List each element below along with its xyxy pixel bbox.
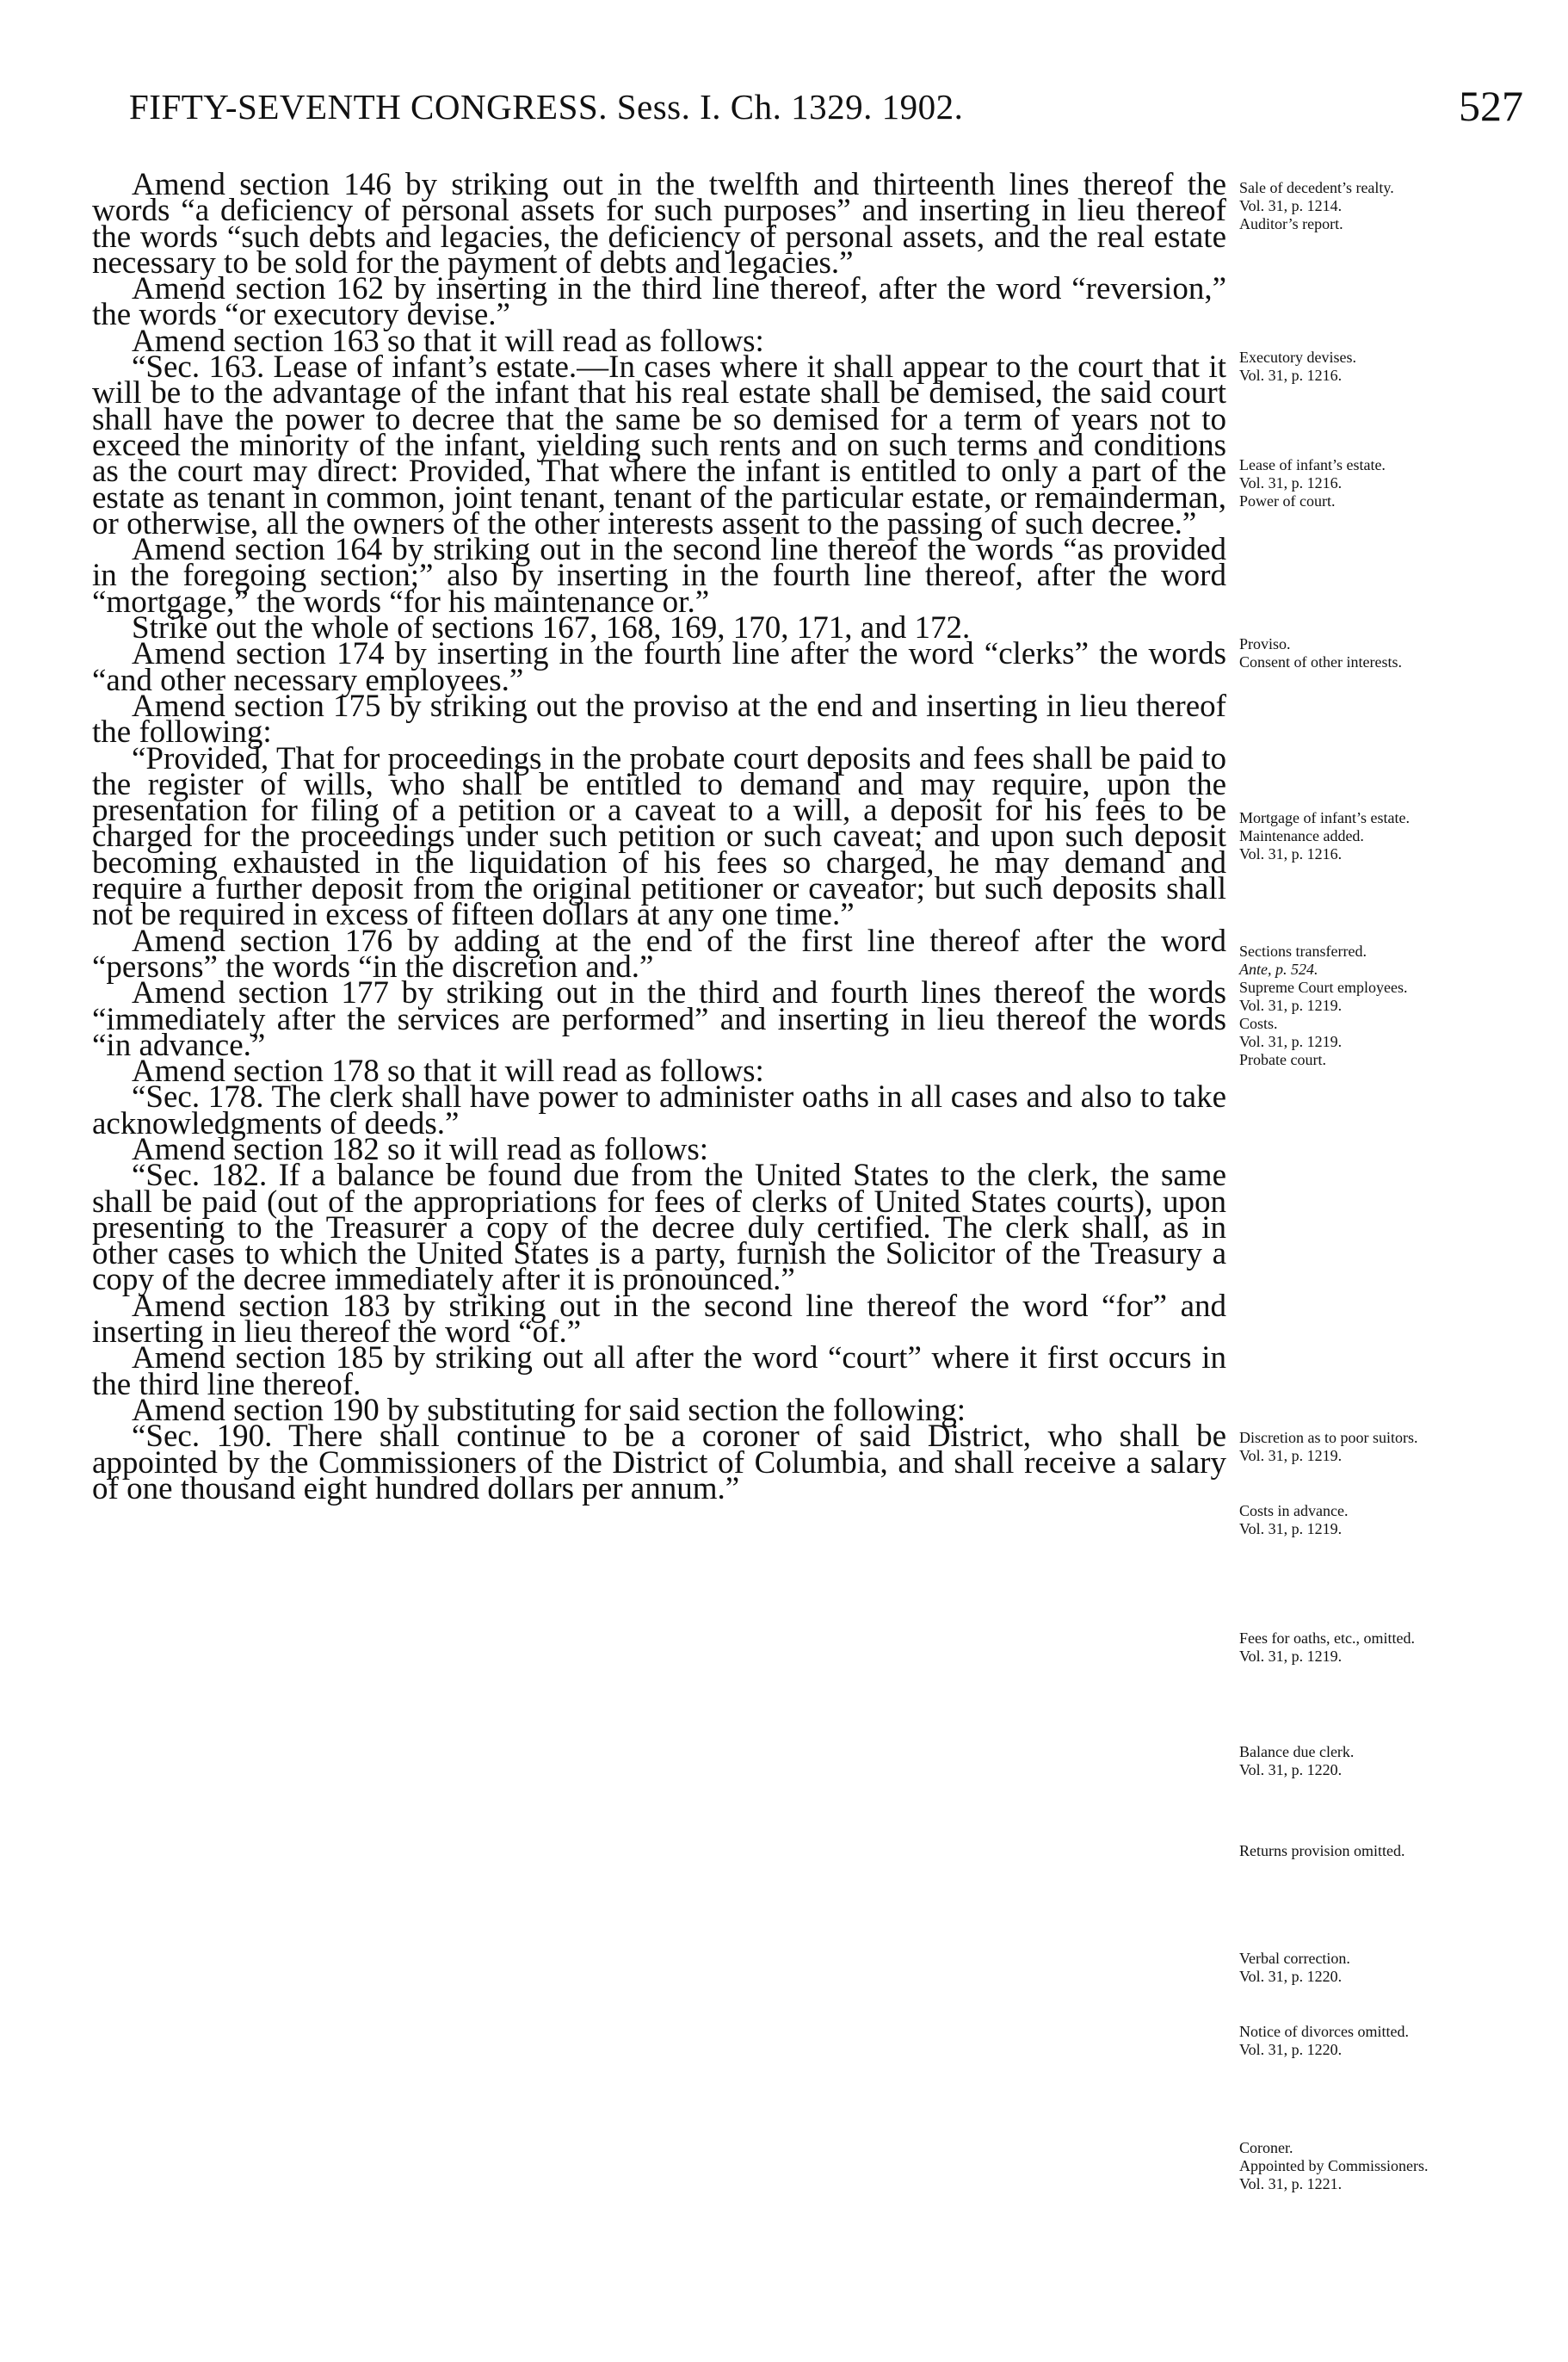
page-number: 527 (1459, 82, 1523, 130)
margin-note (1239, 943, 1547, 1069)
margin-note-title: Sale of decedent’s realty. (1239, 179, 1394, 196)
margin-note-title: Notice of divorces omitted. (1239, 2023, 1409, 2040)
margin-note-ref: Vol. 31, p. 1219. (1239, 1648, 1343, 1665)
margin-note (1239, 1429, 1547, 1465)
margin-note-title: Fees for oaths, etc., omitted. (1239, 1629, 1415, 1647)
margin-note-ref: Vol. 31, p. 1221. (1239, 2175, 1343, 2192)
paragraph-18: Amend section 190 by substituting for said section the following: (132, 1392, 966, 1428)
margin-note-title: Verbal correction. (1239, 1950, 1350, 1967)
margin-note-title: Sections transferred. (1239, 943, 1367, 960)
paragraph-17: Amend section 185 by striking out all after the word “court” where it first occurs in the third line thereof. (92, 1340, 1226, 1402)
margin-note-title: Executory devises. (1239, 349, 1356, 366)
margin-note-ref: Vol. 31, p. 1219. (1239, 1520, 1343, 1537)
margin-note (1239, 1743, 1547, 1779)
margin-note-ref: Vol. 31, p. 1216. (1239, 845, 1343, 863)
margin-note-ref: Vol. 31, p. 1216. (1239, 367, 1343, 384)
paragraph-13: “Sec. 178. The clerk shall have power to administer oaths in all cases and also to take acknowledgments of deeds.” (92, 1079, 1226, 1141)
margin-note-ref: Vol. 31, p. 1220. (1239, 1761, 1343, 1778)
paragraph-14: Amend section 182 so it will read as follows: (132, 1131, 709, 1167)
paragraph-9: “Provided, That for proceedings in the probate court deposits and fees shall be paid to the register of wills, who shall be entitled to demand and may require, upon the presentation for filing of a petition or a caveat to a will, a deposit for his fees to be charged for the proceedings under such petition or such caveat; and upon such deposit becoming exhausted in the liquidation of his fees so charged, he may demand and require a further deposit from the original petitioner or caveator; but such deposits shall not be required in excess of fifteen dollars at any one time.” (92, 740, 1226, 933)
margin-note-ref: Probate court. (1239, 1051, 1326, 1068)
paragraph-11: Amend section 177 by striking out in the third and fourth lines thereof the words “immediately after the services are performed” and inserting in lieu thereof the words “in advance.” (92, 975, 1226, 1063)
margin-note (1239, 2023, 1547, 2059)
running-head: FIFTY-SEVENTH CONGRESS. Sess. I. Ch. 1329. 1902. (129, 87, 964, 127)
margin-note-ref: Consent of other interests. (1239, 653, 1402, 671)
margin-note-ref: Maintenance added. (1239, 827, 1364, 844)
margin-note-ref: Auditor’s report. (1239, 215, 1343, 232)
margin-note-ref: Vol. 31, p. 1214. (1239, 197, 1343, 214)
margin-note-ref: Supreme Court employees. (1239, 979, 1408, 996)
paragraph-4: “Sec. 163. Lease of infant’s estate.—In cases where it shall appear to the court that it will be to the advantage of the infant that his real estate shall be demised, the said court shall have the power to decree that the same be so demised for a term of years not to exceed the minority of the infant, yielding such rents and on such terms and conditions as the court may direct: Provided, That where the infant is entitled to only a part of the estate as tenant in common, joint tenant, tenant of the particular estate, or remainderman, or otherwise, all the owners of the other interests assent to the passing of such decree.” (92, 349, 1226, 541)
margin-note-ref: Vol. 31, p. 1216. (1239, 474, 1343, 492)
margin-note (1239, 1502, 1547, 1538)
paragraph-3: Amend section 163 so that it will read as follows: (132, 323, 764, 359)
margin-note-title: Proviso. (1239, 635, 1291, 652)
margin-note (1239, 349, 1547, 385)
paragraph-5: Amend section 164 by striking out in the second line thereof the words “as provided in the foregoing section;” also by inserting in the fourth line thereof, after the word “mortgage,” the words “for his maintenance or.” (92, 532, 1226, 620)
margin-note (1239, 1950, 1547, 1986)
margin-note-title: Coroner. (1239, 2139, 1293, 2156)
paragraph-8: Amend section 175 by striking out the proviso at the end and inserting in lieu thereof the following: (92, 688, 1226, 751)
margin-note (1239, 635, 1547, 671)
margin-note-title: Costs in advance. (1239, 1502, 1349, 1519)
paragraph-6: Strike out the whole of sections 167, 168, 169, 170, 171, and 172. (132, 610, 971, 646)
margin-note-title: Mortgage of infant’s estate. (1239, 809, 1410, 826)
margin-note (1239, 456, 1547, 510)
margin-note (1239, 1629, 1547, 1666)
paragraph-19: “Sec. 190. There shall continue to be a coroner of said District, who shall be appointed by the Commissioners of the District of Columbia, and shall receive a salary of one thousand eight hundred dollars per annum.” (92, 1419, 1226, 1506)
margin-note-title: Balance due clerk. (1239, 1743, 1355, 1760)
margin-note (1239, 809, 1547, 863)
paragraph-12: Amend section 178 so that it will read as follows: (132, 1054, 764, 1090)
paragraph-2: Amend section 162 by inserting in the third line thereof, after the word “reversion,” the words “or executory devise.” (92, 271, 1226, 333)
margin-note (1239, 179, 1547, 233)
margin-note (1239, 1842, 1547, 1860)
margin-note-ref: Vol. 31, p. 1219. (1239, 1033, 1343, 1050)
margin-note-ref: Vol. 31, p. 1219. (1239, 1447, 1343, 1464)
margin-note-title: Discretion as to poor suitors. (1239, 1429, 1418, 1446)
paragraph-7: Amend section 174 by inserting in the fourth line after the word “clerks” the words “and other necessary employees.” (92, 636, 1226, 698)
margin-note-ref: Power of court. (1239, 492, 1336, 510)
margin-note-ref: Costs. (1239, 1015, 1278, 1032)
margin-note-ref: Vol. 31, p. 1220. (1239, 1968, 1343, 1985)
margin-note-ref: Appointed by Commissioners. (1239, 2157, 1429, 2174)
margin-note-ref: Vol. 31, p. 1219. (1239, 997, 1343, 1014)
paragraph-15: “Sec. 182. If a balance be found due from the United States to the clerk, the same shall be paid (out of the appropriations for fees of clerks of United States courts), upon presenting to the Treasurer a copy of the decree duly certified. The clerk shall, as in other cases to which the United States is a party, furnish the Solicitor of the Treasury a copy of the decree immediately after it is pronounced.” (92, 1158, 1226, 1298)
margin-note-title: Returns provision omitted. (1239, 1842, 1405, 1859)
body-text (92, 167, 1226, 1506)
margin-note-ref: Ante, p. 524. (1239, 961, 1318, 978)
paragraph-10: Amend section 176 by adding at the end of the first line thereof after the word “persons” the words “in the discretion and.” (92, 923, 1226, 985)
paragraph-1: Amend section 146 by striking out in the twelfth and thirteenth lines thereof the words “a deficiency of personal assets for such purposes” and inserting in lieu thereof the words “such debts and legacies, the deficiency of personal assets, and the real estate necessary to be sold for the payment of debts and legacies.” (92, 167, 1226, 281)
paragraph-16: Amend section 183 by striking out in the second line thereof the word “for” and inserting in lieu thereof the word “of.” (92, 1288, 1226, 1351)
margin-note (1239, 2139, 1547, 2193)
margin-notes (1239, 0, 1549, 2362)
margin-note-ref: Vol. 31, p. 1220. (1239, 2041, 1343, 2058)
margin-note-title: Lease of infant’s estate. (1239, 456, 1386, 473)
